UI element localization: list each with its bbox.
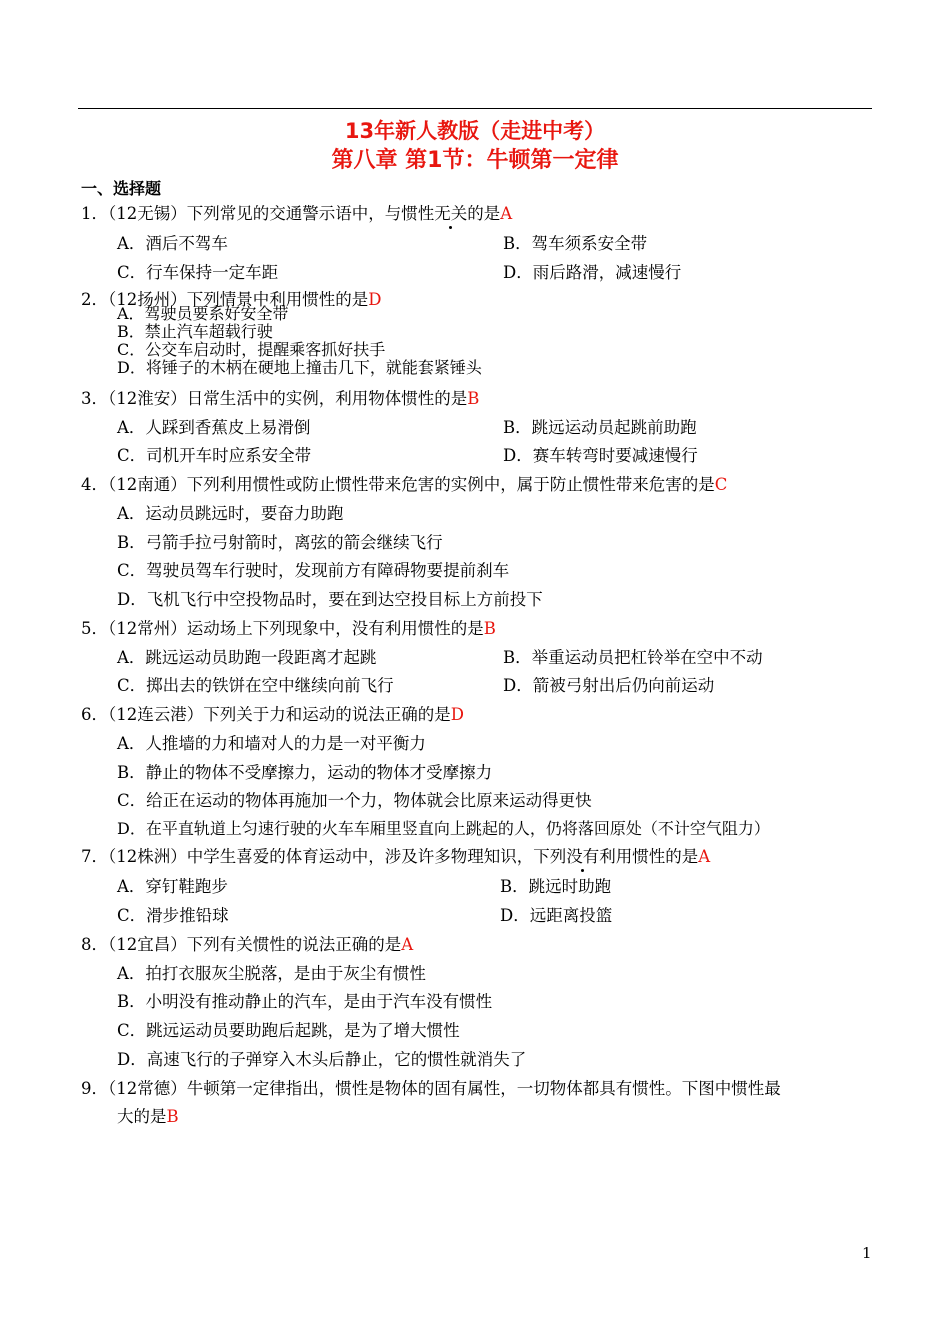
chapter-title: 第八章 第1节：牛顿第一定律: [331, 148, 619, 173]
question-stem-end: 的是: [467, 204, 501, 223]
option-d: D．高速飞行的子弹穿入木头后静止，它的惯性就消失了: [117, 1050, 527, 1069]
question-1: [81, 200, 512, 224]
question-stem: （12常德）牛顿第一定律指出，惯性是物体的固有属性，一切物体都具有惯性。下图中惯性最: [108, 1079, 781, 1098]
option-a: A．人推墙的力和墙对人的力是一对平衡力: [117, 734, 426, 753]
question-stem: （12常州）运动场上下列现象中，没有利用惯性的是: [108, 619, 484, 638]
answer-key: D: [368, 290, 382, 309]
option-c: C．跳远运动员要助跑后起跳，是为了增大惯性: [117, 1021, 460, 1040]
option-a: A．酒后不驾车: [117, 234, 228, 253]
option-c: C．司机开车时应系安全带: [117, 446, 312, 465]
option-a: A．人踩到香蕉皮上易滑倒: [117, 418, 311, 437]
answer-key: D: [450, 705, 464, 724]
option-b: B．跳远运动员起跳前助跑: [503, 418, 697, 437]
option-c: C．公交车启动时，提醒乘客抓好扶手: [117, 340, 386, 359]
answer-key: B: [166, 1107, 179, 1126]
option-d: D．雨后路滑，减速慢行: [503, 263, 682, 282]
option-c: C．给正在运动的物体再施加一个力，物体就会比原来运动得更快: [117, 791, 592, 810]
page-number: 1: [862, 1244, 872, 1262]
option-b: B．小明没有推动静止的汽车，是由于汽车没有惯性: [117, 992, 493, 1011]
question-number: 8．: [81, 935, 108, 954]
option-d: D．飞机飞行中空投物品时，要在到达空投目标上方前投下: [117, 590, 543, 609]
question-7: [81, 843, 710, 867]
answer-key: A: [401, 935, 414, 954]
question-8: [81, 931, 413, 955]
header-rule: [78, 108, 872, 109]
option-c: C．驾驶员驾车行驶时，发现前方有障碍物要提前刹车: [117, 561, 510, 580]
question-stem-end: 大的是: [117, 1107, 167, 1126]
option-b: B．禁止汽车超载行驶: [117, 322, 273, 341]
question-4: [81, 471, 727, 495]
question-stem: （12株洲）中学生喜爱的体育运动中，涉及许多物理知识，下列: [108, 847, 567, 866]
question-number: 6．: [81, 705, 108, 724]
question-number: 2．: [81, 290, 108, 309]
question-stem-end: 利用惯性的是: [599, 847, 699, 866]
option-b: B．举重运动员把杠铃举在空中不动: [503, 648, 763, 667]
question-number: 5．: [81, 619, 108, 638]
option-a: A．拍打衣服灰尘脱落，是由于灰尘有惯性: [117, 964, 426, 983]
option-b: B．静止的物体不受摩擦力，运动的物体才受摩擦力: [117, 763, 493, 782]
option-b: B．弓箭手拉弓射箭时，离弦的箭会继续飞行: [117, 533, 443, 552]
emphasis-text: 无关: [434, 200, 467, 224]
option-c: C．行车保持一定车距: [117, 263, 279, 282]
question-6: [81, 701, 464, 725]
option-a: A．穿钉鞋跑步: [117, 877, 228, 896]
question-9: [81, 1075, 781, 1099]
option-b: B．驾车须系安全带: [503, 234, 648, 253]
option-d: D．箭被弓射出后仍向前运动: [503, 676, 715, 695]
option-d: D．赛车转弯时要减速慢行: [503, 446, 698, 465]
option-a: A．运动员跳远时，要奋力助跑: [117, 504, 344, 523]
document-title: 13年新人教版（走进中考）: [344, 119, 606, 143]
option-c: C．滑步推铅球: [117, 906, 229, 925]
answer-key: A: [698, 847, 711, 866]
answer-key: C: [714, 475, 728, 494]
question-number: 7．: [81, 847, 108, 866]
question-stem: （12连云港）下列关于力和运动的说法正确的是: [108, 705, 451, 724]
option-d: D．将锤子的木柄在硬地上撞击几下，就能套紧锤头: [117, 358, 482, 377]
question-number: 9．: [81, 1079, 108, 1098]
option-b: B．跳远时助跑: [500, 877, 612, 896]
question-3: [81, 385, 479, 409]
answer-key: A: [500, 204, 513, 223]
option-d: D．远距离投篮: [500, 906, 613, 925]
emphasis-text: 没有: [566, 843, 599, 867]
question-9-continuation: [117, 1103, 179, 1127]
question-stem: （12淮安）日常生活中的实例，利用物体惯性的是: [108, 389, 468, 408]
question-number: 4．: [81, 475, 108, 494]
question-stem: （12南通）下列利用惯性或防止惯性带来危害的实例中，属于防止惯性带来危害的是: [108, 475, 715, 494]
question-stem: （12宜昌）下列有关惯性的说法正确的是: [108, 935, 402, 954]
question-number: 3．: [81, 389, 108, 408]
question-stem: （12扬州）下列情景中利用惯性的是: [108, 290, 369, 309]
section-heading: 一、选择题: [81, 179, 162, 198]
answer-key: B: [483, 619, 496, 638]
question-5: [81, 615, 496, 639]
question-stem: （12无锡）下列常见的交通警示语中，与惯性: [108, 204, 435, 223]
option-d: D．在平直轨道上匀速行驶的火车车厢里竖直向上跳起的人，仍将落回原处（不计空气阻力）: [117, 819, 770, 838]
question-number: 1．: [81, 204, 108, 223]
answer-key: B: [467, 389, 480, 408]
option-a: A．驾驶员要系好安全带: [117, 304, 289, 323]
option-c: C．掷出去的铁饼在空中继续向前飞行: [117, 676, 394, 695]
option-a: A．跳远运动员助跑一段距离才起跳: [117, 648, 377, 667]
